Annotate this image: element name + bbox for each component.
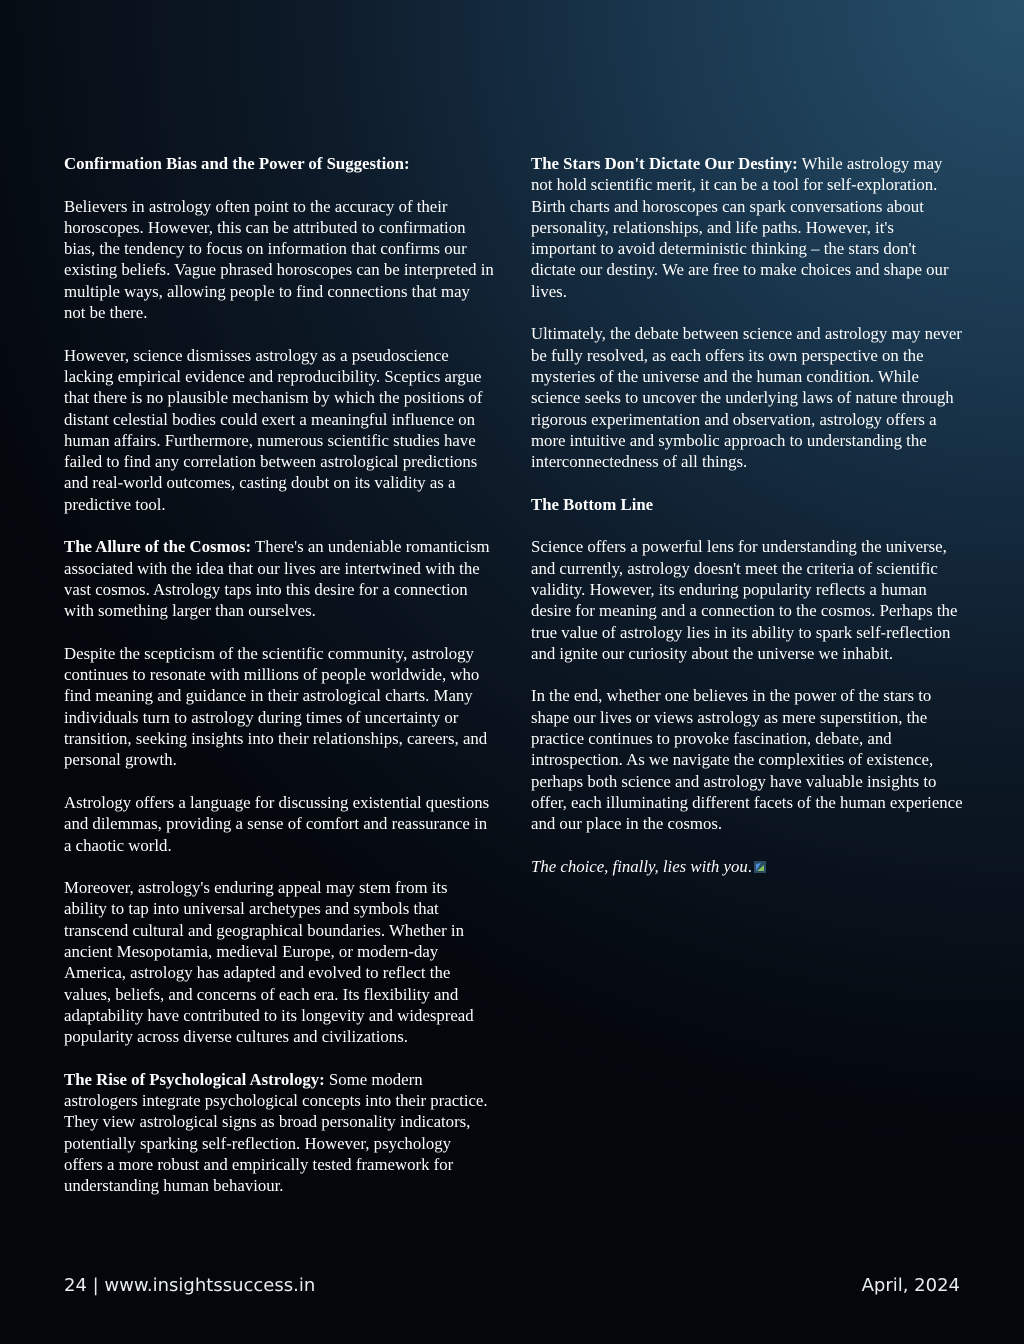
lead-in-allure-of-cosmos: The Allure of the Cosmos: — [64, 537, 252, 557]
left-column — [64, 153, 494, 1218]
footer-page-and-website: 24 | www.insightssuccess.in — [64, 1275, 316, 1296]
paragraph-existential-language: Astrology offers a language for discussing existential questions and dilemmas, providing a sense of comfort and reassurance in a chaotic world. — [64, 792, 490, 855]
section-heading-confirmation-bias: Confirmation Bias and the Power of Suggestion: — [64, 154, 410, 173]
closing-period: . — [747, 856, 752, 876]
paragraph-horoscope-accuracy: Believers in astrology often point to the accuracy of their horoscopes. However, this can be attributed to confirmation bias, the tendency to focus on information that confirms our existing beliefs. Vague phrased horoscopes can be interpreted in multiple ways, allowing people to find connections that may not be there. — [64, 196, 494, 323]
paragraph-stars-destiny-body: While astrology may not hold scientific merit, it can be a tool for self-exploration. Birth charts and horoscopes can spark conversations about personality, relationships, and life paths. However, it's important to avoid deterministic thinking – the stars don't dictate our destiny. We are free to make choices and shape our lives. — [531, 154, 949, 301]
lead-in-stars-destiny: The Stars Don't Dictate Our Destiny: — [531, 154, 798, 173]
closing-line — [531, 856, 963, 877]
closing-text: The choice, finally, lies with you — [531, 856, 748, 876]
paragraph-stars-destiny — [531, 153, 963, 302]
paragraph-science-dismisses: However, science dismisses astrology as a pseudoscience lacking empirical evidence and reproducibility. Sceptics argue that there is no plausible mechanism by which the positions of distant celestial bodies could exert a meaningful influence on human affairs. Furthermore, numerous scientific studies have failed to find any correlation between astrological predictions and real-world outcomes, casting doubt on its validity as a predictive tool. — [64, 345, 483, 514]
paragraph-enduring-appeal: Moreover, astrology's enduring appeal may stem from its ability to tap into universal archetypes and symbols that transcend cultural and geographical boundaries. Whether in ancient Mesopotamia, medieval Europe, or modern-day America, astrology has adapted and evolved to reflect the values, beliefs, and concerns of each era. Its flexibility and adaptability have contributed to its longevity and widespread popularity across diverse cultures and civilizations. — [64, 878, 474, 1047]
paragraph-powerful-lens: Science offers a powerful lens for understanding the universe, and currently, astrology doesn't meet the criteria of scientific validity. However, its enduring popularity reflects a human desire for meaning and a connection to the cosmos. Perhaps the true value of astrology lies in its ability to spark self-reflection and ignite our curiosity about the universe we inhabit. — [531, 537, 958, 663]
leaf-icon — [754, 857, 766, 869]
paragraph-psychological-body: Some modern astrologers integrate psychological concepts into their practice. They view astrological signs as broad personality indicators, potentially sparking self-reflection. However, psychology offers a more robust and empirically tested framework for understanding human behaviour. — [64, 1069, 488, 1196]
paragraph-allure-of-cosmos — [64, 536, 494, 621]
lead-in-psychological-astrology: The Rise of Psychological Astrology: — [64, 1069, 325, 1089]
paragraph-in-the-end: In the end, whether one believes in the power of the stars to shape our lives or views astrology as mere superstition, the practice continues to provoke fascination, debate, and introspection. As we navigate the complexities of existence, perhaps both science and astrology have valuable insights to offer, each illuminating different facets of the human experience and our place in the cosmos. — [531, 686, 963, 834]
paragraph-allure-body: There's an undeniable romanticism associated with the idea that our lives are intertwined with the vast cosmos. Astrology taps into this desire for a connection with something larger than ourselves. — [64, 537, 490, 621]
right-column — [531, 153, 963, 898]
paragraph-scepticism: Despite the scepticism of the scientific community, astrology continues to resonate with millions of people worldwide, who find meaning and guidance in their astrological charts. Many individuals turn to astrology during times of uncertainty or transition, seeking insights into their relationships, careers, and personal growth. — [64, 643, 488, 770]
footer-issue-date: April, 2024 — [861, 1275, 960, 1296]
paragraph-psychological-astrology — [64, 1069, 494, 1197]
section-heading-bottom-line: The Bottom Line — [531, 494, 654, 514]
paragraph-debate: Ultimately, the debate between science and astrology may never be fully resolved, as each offers its own perspective on the mysteries of the universe and the human condition. While science seeks to uncover the underlying laws of nature through rigorous experimentation and observation, astrology offers a more intuitive and symbolic approach to understanding the interconnectedness of all things. — [531, 324, 962, 472]
